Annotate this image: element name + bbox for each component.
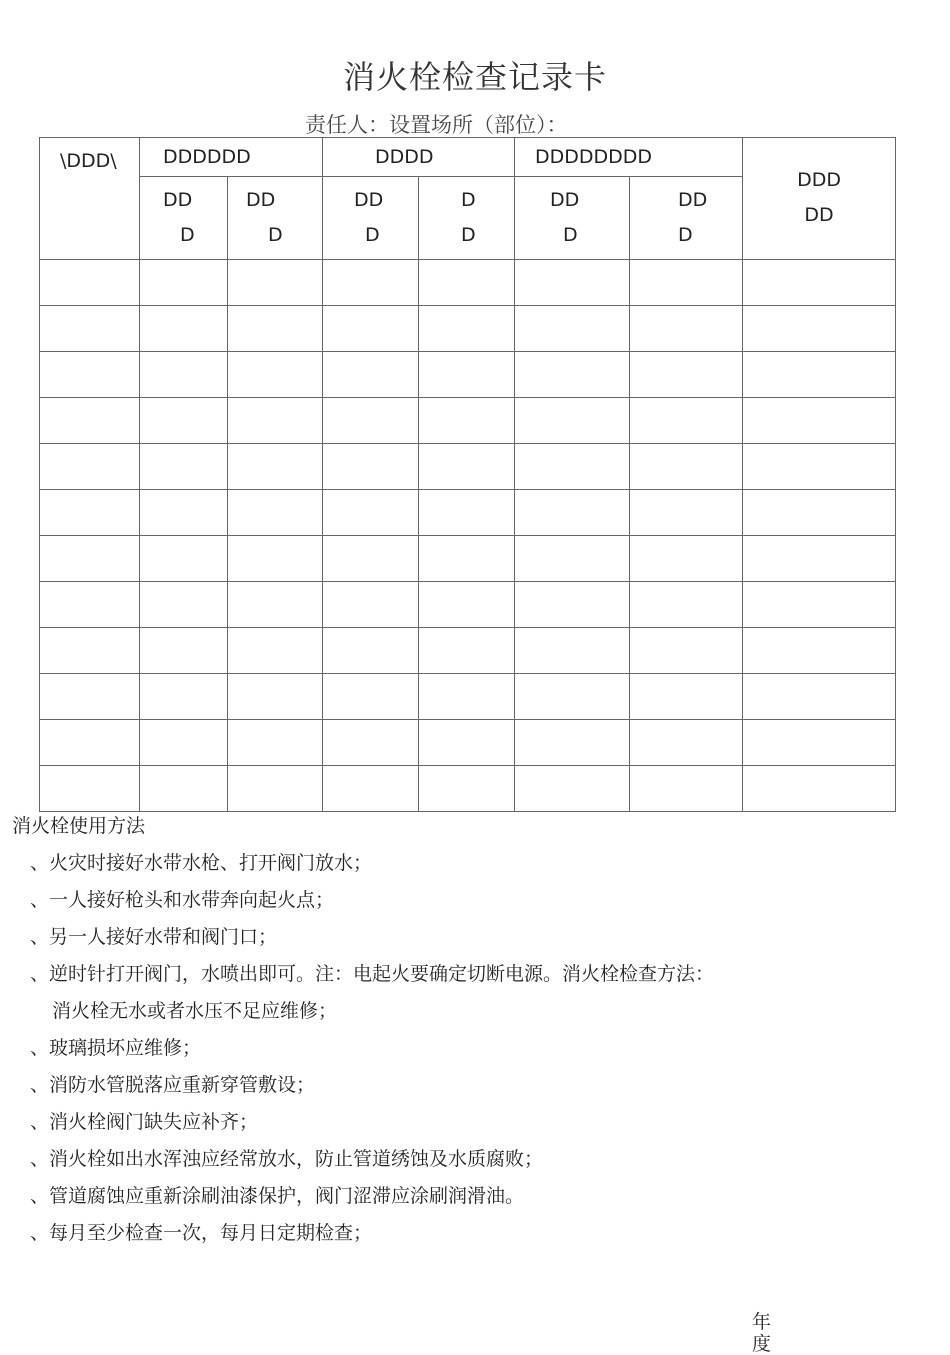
table-cell	[515, 628, 630, 674]
table-cell	[140, 490, 228, 536]
table-cell	[630, 444, 743, 490]
table-cell	[419, 582, 515, 628]
usage-item: 、逆时针打开阀门，水喷出即可。注：电起火要确定切断电源。消火栓检查方法：	[30, 963, 715, 985]
table-cell	[630, 674, 743, 720]
table-cell	[323, 536, 419, 582]
table-cell	[323, 766, 419, 812]
table-cell	[419, 352, 515, 398]
group-header-2: DDDD	[323, 138, 515, 177]
table-cell	[140, 260, 228, 306]
last-column-header-line2: DD	[804, 204, 834, 226]
table-cell	[140, 398, 228, 444]
usage-item: 、消火栓如出水浑浊应经常放水，防止管道绣蚀及水质腐败；	[30, 1148, 544, 1170]
subheader-2-line2: D	[268, 224, 283, 246]
page-title: 消火栓检查记录卡	[342, 58, 607, 96]
usage-item: 、管道腐蚀应重新涂刷油漆保护，阀门涩滞应涂刷润滑油。	[30, 1185, 525, 1207]
subheader-1	[140, 177, 228, 260]
table-cell	[743, 490, 896, 536]
table-cell	[228, 306, 323, 352]
subheader-5-line1: DD	[550, 189, 580, 211]
table-cell	[743, 444, 896, 490]
table-cell	[140, 674, 228, 720]
table-cell	[515, 582, 630, 628]
table-row	[40, 674, 896, 720]
group-header-1: DDDDDD	[140, 138, 323, 177]
table-cell	[323, 306, 419, 352]
table-cell	[419, 398, 515, 444]
table-cell	[140, 582, 228, 628]
subheader-1-line2: D	[180, 224, 195, 246]
subheader-4-line2: D	[461, 224, 476, 246]
subheader-5-line2: D	[563, 224, 578, 246]
table-cell	[419, 674, 515, 720]
subheader-4	[419, 177, 515, 260]
table-cell	[743, 306, 896, 352]
table-cell	[228, 444, 323, 490]
table-cell	[40, 490, 140, 536]
table-cell	[630, 398, 743, 444]
table-cell	[323, 720, 419, 766]
table-cell	[743, 628, 896, 674]
table-cell	[40, 398, 140, 444]
table-cell	[419, 444, 515, 490]
corner-header: \DDD\	[40, 138, 140, 260]
table-cell	[419, 766, 515, 812]
subheader-5	[515, 177, 630, 260]
subheader-3-line2: D	[365, 224, 380, 246]
table-cell	[743, 352, 896, 398]
usage-item: 、另一人接好水带和阀门口；	[30, 926, 278, 948]
table-row	[40, 766, 896, 812]
table-cell	[228, 766, 323, 812]
table-row	[40, 628, 896, 674]
table-cell	[40, 766, 140, 812]
table-cell	[323, 674, 419, 720]
record-rows	[40, 260, 896, 812]
table-cell	[515, 720, 630, 766]
table-cell	[323, 582, 419, 628]
table-row	[40, 306, 896, 352]
table-cell	[40, 536, 140, 582]
table-cell	[140, 766, 228, 812]
subheader-2-line1: DD	[246, 189, 276, 211]
usage-heading: 消火栓使用方法	[12, 815, 146, 837]
table-cell	[630, 306, 743, 352]
table-cell	[630, 582, 743, 628]
usage-item: 、火灾时接好水带水枪、打开阀门放水；	[30, 852, 373, 874]
table-cell	[140, 628, 228, 674]
table-cell	[228, 674, 323, 720]
table-cell	[743, 260, 896, 306]
table-cell	[40, 674, 140, 720]
footer-text: 年 度	[752, 1311, 772, 1355]
table-cell	[743, 674, 896, 720]
inspection-record-table	[39, 137, 896, 812]
table-cell	[419, 720, 515, 766]
table-cell	[630, 536, 743, 582]
table-cell	[323, 490, 419, 536]
table-cell	[743, 398, 896, 444]
table-cell	[515, 490, 630, 536]
footer-year-label	[752, 1311, 771, 1355]
table-cell	[228, 398, 323, 444]
subheader-3	[323, 177, 419, 260]
table-cell	[228, 352, 323, 398]
subheader-2	[228, 177, 323, 260]
table-cell	[630, 766, 743, 812]
table-cell	[228, 582, 323, 628]
table-cell	[228, 260, 323, 306]
table-cell	[515, 536, 630, 582]
usage-instructions	[12, 815, 714, 1259]
table-row	[40, 352, 896, 398]
last-column-header	[743, 138, 896, 260]
table-row	[40, 536, 896, 582]
table-cell	[630, 260, 743, 306]
table-cell	[228, 720, 323, 766]
table-cell	[419, 490, 515, 536]
table-cell	[630, 720, 743, 766]
table-cell	[140, 352, 228, 398]
table-cell	[40, 444, 140, 490]
table-cell	[323, 352, 419, 398]
usage-item: 消火栓无水或者水压不足应维修；	[52, 1000, 338, 1022]
table-row	[40, 490, 896, 536]
table-row	[40, 398, 896, 444]
table-cell	[515, 398, 630, 444]
table-cell	[40, 582, 140, 628]
table-cell	[228, 536, 323, 582]
subheader-6-line2: D	[678, 224, 693, 246]
usage-item: 、玻璃损坏应维修；	[30, 1037, 202, 1059]
table-cell	[743, 536, 896, 582]
responsible-person-line: 责任人：设置场所（部位）：	[305, 113, 568, 137]
table-cell	[323, 628, 419, 674]
usage-item: 、一人接好枪头和水带奔向起火点；	[30, 889, 335, 911]
table-row	[40, 720, 896, 766]
table-cell	[419, 536, 515, 582]
table-cell	[630, 352, 743, 398]
table-cell	[140, 536, 228, 582]
table-cell	[743, 766, 896, 812]
usage-item: 、消火栓阀门缺失应补齐；	[30, 1111, 259, 1133]
table-cell	[228, 628, 323, 674]
subheader-6-line1: DD	[678, 189, 708, 211]
subheader-3-line1: DD	[354, 189, 384, 211]
table-cell	[630, 628, 743, 674]
table-cell	[515, 766, 630, 812]
table-cell	[40, 306, 140, 352]
table-cell	[323, 260, 419, 306]
table-cell	[140, 720, 228, 766]
table-cell	[40, 628, 140, 674]
usage-item: 、每月至少检查一次，每月日定期检查；	[30, 1222, 373, 1244]
table-cell	[140, 444, 228, 490]
table-cell	[228, 490, 323, 536]
subheader-1-line1: DD	[163, 189, 193, 211]
subheader-6	[630, 177, 743, 260]
table-cell	[40, 352, 140, 398]
table-cell	[743, 720, 896, 766]
table-cell	[515, 306, 630, 352]
table-cell	[140, 306, 228, 352]
table-row	[40, 260, 896, 306]
table-cell	[515, 260, 630, 306]
table-row	[40, 444, 896, 490]
table-cell	[419, 260, 515, 306]
table-cell	[630, 490, 743, 536]
table-row	[40, 582, 896, 628]
table-cell	[323, 444, 419, 490]
table-cell	[515, 352, 630, 398]
table-cell	[515, 444, 630, 490]
group-header-3: DDDDDDDD	[515, 138, 743, 177]
table-cell	[419, 628, 515, 674]
table-cell	[743, 582, 896, 628]
usage-item: 、消防水管脱落应重新穿管敷设；	[30, 1074, 316, 1096]
last-column-header-line1: DDD	[797, 169, 841, 191]
subheader-4-line1: D	[461, 189, 476, 211]
table-cell	[419, 306, 515, 352]
table-cell	[40, 260, 140, 306]
table-cell	[515, 674, 630, 720]
table-cell	[323, 398, 419, 444]
table-cell	[40, 720, 140, 766]
